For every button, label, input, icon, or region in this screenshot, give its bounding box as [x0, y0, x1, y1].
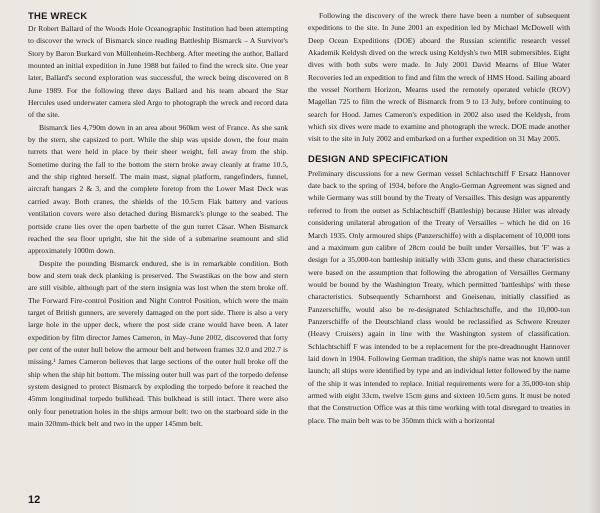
- paragraph: Preliminary discussions for a new German vessel Schlachtschiff F Ersatz Hannover date back to the spring of 1934, before the Anglo-German Agreement was signed and while Germany was still bound by the Treaty of Versailles. This design was apparently referred to from the outset as Schlachtschiff (Battleship) because Hitler was already considering unilateral abrogation of the Treaty of Versailles – which he did on 16 March 1935. Only armoured ships (Panzerschiffe) with a displacement of 10,000 tons and a maximum gun calibre of 28cm could be built under Versailles, but 'F' was a design for a 35,000-ton battleship initially with 33cm guns, and these characteristics were based on the assumption that following the abrogation of Versailles Germany would be bound by the Washington Treaty, which permitted 'battleships' with these characteristics. Subsequently Scharnhorst and Gneisenau, initially classified as Panzerschiffe, would also be re-designated Schlachtschiffe, and the 10,000-ton Panzerschiffe of the Deutschland class would be reclassified as Schwere Kreuzer (Heavy Cruisers) again in line with the Washington system of classification. Schlachtschiff F was intended to be a replacement for the pre-dreadnought Hannover laid down in 1904. Following German tradition, the ship's name was not known until launch; all ships were identified by type and an individual letter followed by the name of the ship it was intended to replace. Initial requirements were for a 35,000-ton ship armed with eight 33cm, twelve 15cm guns and sixteen 10.5cm guns. It must be noted that the Construction Office was at this time working with total disregard to treaties in place. The main belt was to be 350mm thick with a horizontal: [308, 168, 570, 425]
- section-heading-the-wreck: THE WRECK: [28, 10, 88, 21]
- right-column: [308, 10, 570, 427]
- section-heading-design-and-specification: DESIGN AND SPECIFICATION: [308, 152, 449, 164]
- left-column: [28, 10, 288, 430]
- paragraph: Bismarck lies 4,790m down in an area about 960km west of France. As she sank by the stern, she capsized to port. While the ship was upside down, the four main turrets that were held in place by their sheer weight, fell away from the ship. Sometime during the fall to the bottom the stern broke away cleanly at frame 10.5, and the ship righted herself. The main mast, signal platform, rangefinders, funnel, aircraft hangars 2 & 3, and the complete foretop from the Lower Mast Deck was carried away. Both cranes, the shields of the 10.5cm Flak battery and various ventilation covers were also detached during Bismarck's plunge to the seabed. The portside crane lies over the open barbette of the gun turret Cäsar. When Bismarck reached the sea floor upright, she hit the side of a submarine seamount and slid approximately 1000m down.: [28, 122, 288, 256]
- paragraph: Following the discovery of the wreck there have been a number of subsequent expeditions to the site. In June 2001 an expedition led by Michael McDowell with Deep Ocean Expeditions (DOE) aboard the Russian scientific research vessel Akademik Keldysh dived on the wreck using Keldysh's two MIR submersibles. Eight dives with both subs were made. In July 2001 David Mearns of Blue Water Recoveries led an expedition to find and film the wreck of HMS Hood. Sailing aboard the vessel Northern Horizon, Mearns used the remotely operated vehicle (ROV) Magellan 725 to film the wreck of Bismarck from 9 to 13 July, before continuing to search for Hood. James Cameron's expedition in 2002 also used the Keldysh, from which six dives were made to examine and photograph the wreck. DOE made another visit to the site in July 2002 and embarked on a further expedition on 31 May 2005.: [308, 11, 570, 144]
- page-number: 12: [28, 494, 41, 506]
- paragraph: Despite the pounding Bismarck endured, she is in remarkable condition. Both bow and stern teak deck planking is preserved. The Swastikas on the bow and stern are still visible, although part of the stern insignia was lost when the stern broke off. The Forward Fire-control Position and Night Control Position, which were the main target of British gunners, are severely damaged on the port side. There is also a very large hole in the upper deck, where the post side crane would have been. A later expedition by film director James Cameron, in May–June 2002, discovered that forty per cent of the outer hull below the armour belt and between frames 32.0 and 202.7 is missing.¹ James Cameron believes that large sections of the outer hull broke off the ship when the ship hit bottom. The missing outer hull was part of the torpedo defense system designed to protect Bismarck by exploding the torpedo before it reached the 45mm longitudinal torpedo bulkhead. This bulkhead is still intact. There were also only four penetration holes in the ships armour belt: two on the starboard side in the main 320mm-thick belt and two in the upper 145mm belt.: [28, 258, 288, 428]
- page-gutter-shadow: [588, 0, 600, 513]
- paragraph: Dr Robert Ballard of the Woods Hole Oceanographic Institution had been attempting to discover the wreck of Bismarck since reading Battleship Bismarck – A Survivor's Story by Baron Burkard von Müllenheim-Rechberg. After meeting the author, Ballard mounted an initial expedition in June 1988 but failed to find the wreck site. One year later, Ballard's second exploration was successful, the wreck being discovered on 8 June 1989. For the following three days Ballard and his team aboard the Star Hercules used underwater camera sled Argo to photograph the wreck and record data of the site.: [28, 24, 288, 120]
